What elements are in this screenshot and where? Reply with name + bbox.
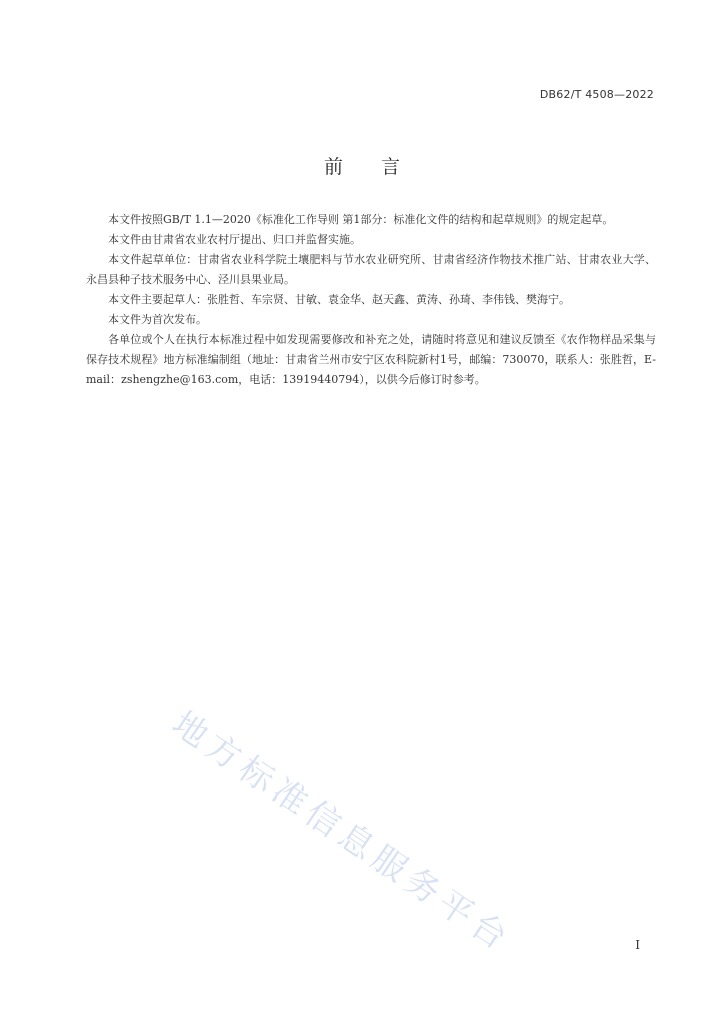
page-number: I <box>635 938 640 952</box>
paragraph-drafting-rules: 本文件按照GB/T 1.1—2020《标准化工作导则 第1部分：标准化文件的结构和起草规则》的规定起草。 <box>108 213 614 226</box>
paragraph-drafting-units: 本文件起草单位：甘肃省农业科学院土壤肥料与节水农业研究所、甘肃省经济作物技术推广站、甘肃农业大学、永昌县种子技术服务中心、泾川县果业局。 <box>86 253 656 286</box>
paragraph-feedback: 各单位或个人在执行本标准过程中如发现需要修改和补充之处，请随时将意见和建议反馈至《农作物样品采集与保存技术规程》地方标准编制组（地址：甘肃省兰州市安宁区农科院新村1号，邮编：730070，联系人：张胜哲，E-mail：zshengzhe@163.com，电话：13919440794），以供今后修订时参考。 <box>86 333 656 386</box>
paragraph-proposer: 本文件由甘肃省农业农村厅提出、归口并监督实施。 <box>108 233 361 246</box>
paragraph-drafters: 本文件主要起草人：张胜哲、车宗贤、甘敏、袁金华、赵天鑫、黄涛、孙琦、李伟钱、樊海宁。 <box>108 293 570 306</box>
watermark: 地方标准信息服务平台 <box>164 703 519 961</box>
paragraph-first-release: 本文件为首次发布。 <box>108 313 207 326</box>
page-title: 前言 <box>323 156 438 178</box>
standard-code: DB62/T 4508—2022 <box>539 88 654 101</box>
foreword-body <box>86 210 656 390</box>
